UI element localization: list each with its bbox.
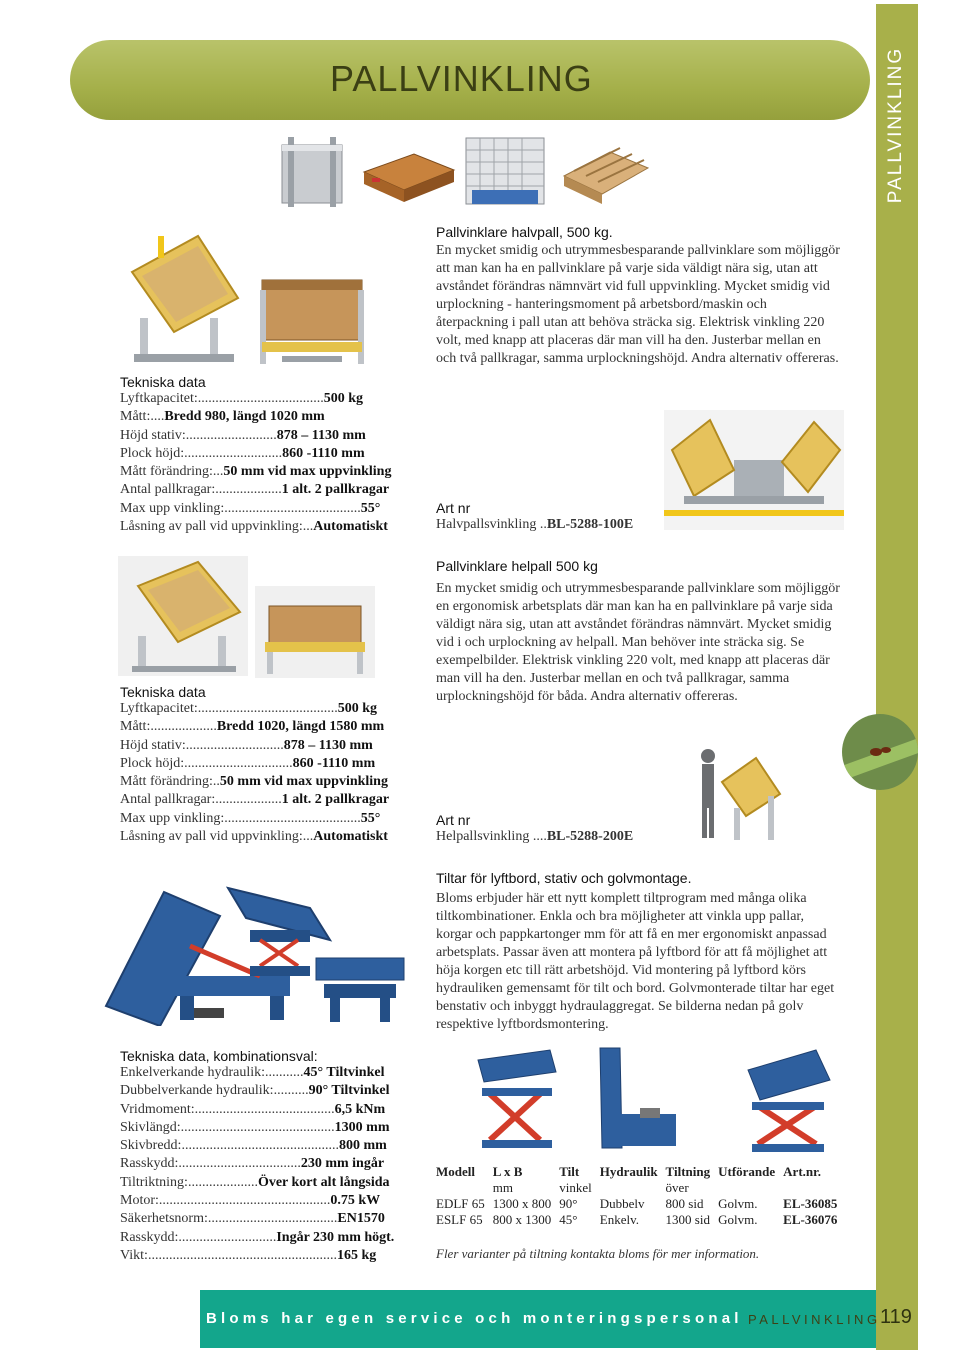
spec-label: Vridmoment: <box>120 1101 195 1117</box>
spec-row <box>120 445 391 463</box>
section2-text-block <box>436 558 841 706</box>
spec-value: 800 mm <box>338 1138 387 1154</box>
floor-tilter-image <box>590 1044 680 1154</box>
spec-label: Plock höjd: <box>120 445 185 461</box>
spec-value: 860 -1110 mm <box>292 755 376 771</box>
spec-dots: .......... <box>273 1083 309 1099</box>
spec-row <box>120 700 389 718</box>
spec-label: Vikt: <box>120 1247 148 1263</box>
spec-row <box>120 810 389 828</box>
spec-row <box>120 463 391 481</box>
spec-row <box>120 1119 394 1137</box>
section3-tech-title: Tekniska data, kombinationsval: <box>120 1048 318 1064</box>
spec-dots: ... <box>302 519 314 535</box>
section1-text-block <box>436 224 841 368</box>
spec-label: Rasskydd: <box>120 1229 179 1245</box>
spec-dots: ............................ <box>184 445 283 461</box>
section1-art-label: Art nr <box>436 500 471 516</box>
spec-value: 165 kg <box>336 1247 377 1263</box>
spec-value: Ingår 230 mm högt. <box>276 1229 395 1245</box>
spec-dots: ...................................................... <box>147 1247 337 1263</box>
spec-label: Lyftkapacitet: <box>120 391 198 406</box>
spec-label: Enkelverkande hydraulik: <box>120 1065 266 1080</box>
spec-row <box>120 408 391 426</box>
spec-row <box>120 427 391 445</box>
section1-heading: Pallvinklare halvpall, 500 kg. <box>436 224 613 240</box>
model-table-grid <box>436 1164 845 1228</box>
spec-row <box>120 518 391 536</box>
spec-dots: ................................................. <box>158 1193 331 1209</box>
table-cell: 1300 sid <box>665 1212 710 1227</box>
table-cell <box>436 1180 493 1196</box>
spec-value: Över kort alt långsida <box>257 1174 390 1190</box>
footer-slogan: Bloms har egen service och monteringspersonal <box>206 1310 743 1327</box>
table-cell: Golvm. <box>718 1196 758 1211</box>
section2-heading: Pallvinklare helpall 500 kg <box>436 558 598 574</box>
spec-value: 6,5 kNm <box>334 1101 386 1117</box>
spec-value: 1300 mm <box>334 1119 390 1135</box>
wire-basket-image <box>460 130 550 215</box>
table-cell: Hydraulik <box>599 1164 658 1179</box>
spec-row <box>120 1155 394 1173</box>
spec-label: Skivbredd: <box>120 1138 182 1154</box>
spec-value: 45° Tiltvinkel <box>303 1065 385 1080</box>
section1-art-name: Halvpallsvinkling .. <box>436 517 547 532</box>
half-pallet-tilter-image-2 <box>252 270 372 370</box>
spec-value: 0.75 kW <box>330 1193 381 1209</box>
model-table <box>436 1164 845 1228</box>
spec-row <box>120 1247 394 1265</box>
spec-dots: ....................................... <box>224 810 361 826</box>
spec-row <box>120 1137 394 1155</box>
spec-label: Höjd stativ: <box>120 737 186 753</box>
section2-art <box>436 812 633 846</box>
section3-spec-list <box>120 1064 394 1265</box>
spec-dots: ... <box>302 829 314 845</box>
spec-value: 55° <box>360 500 381 516</box>
spec-value: Bredd 980, längd 1020 mm <box>164 409 325 425</box>
pallet-collar-image <box>358 140 458 210</box>
wood-pallet-image <box>560 140 650 210</box>
full-pallet-tilter-image-1 <box>118 556 248 676</box>
page-number: 119 <box>880 1306 912 1328</box>
table-cell: 90° <box>559 1196 578 1211</box>
spec-value: 230 mm ingår <box>300 1156 385 1172</box>
spec-value: 860 -1110 mm <box>282 445 365 461</box>
spec-value: 878 – 1130 mm <box>283 737 373 753</box>
table-cell: Modell <box>436 1164 475 1179</box>
spec-dots: ........... <box>265 1065 304 1080</box>
spec-value: 878 – 1130 mm <box>276 427 366 443</box>
table-cell <box>600 1180 666 1196</box>
full-pallet-tilter-image-2 <box>255 586 375 678</box>
spec-row <box>120 773 389 791</box>
spec-label: Skivlängd: <box>120 1119 181 1135</box>
spec-value: EN1570 <box>337 1211 385 1227</box>
table-cell: Art.nr. <box>783 1164 821 1179</box>
table-subheader-row <box>436 1180 845 1196</box>
spec-dots: ..................................... <box>207 1211 338 1227</box>
spec-value: 1 alt. 2 pallkragar <box>281 482 390 498</box>
spec-dots: ............................... <box>184 755 293 771</box>
section2-art-name: Helpallsvinkling .... <box>436 829 547 844</box>
spec-value: 500 kg <box>323 391 364 406</box>
table-cell: Golvm. <box>718 1212 758 1227</box>
spec-row <box>120 481 391 499</box>
spec-value: Automatiskt <box>313 519 388 535</box>
spec-label: Mått förändring: <box>120 464 213 480</box>
spec-row <box>120 1192 394 1210</box>
table-cell: 800 x 1300 <box>492 1212 552 1227</box>
spec-label: Mått förändring: <box>120 774 213 790</box>
table-cell: Enkelv. <box>599 1212 639 1227</box>
section2-tech-title: Tekniska data <box>120 684 206 700</box>
spec-value: Bredd 1020, längd 1580 mm <box>216 719 385 735</box>
spec-dots: ... <box>212 464 224 480</box>
spec-label: Antal pallkragar: <box>120 482 216 498</box>
table-row <box>436 1196 845 1212</box>
table-cell: EDLF 65 <box>436 1196 485 1211</box>
operator-tilter-image <box>694 744 784 844</box>
section3-heading: Tiltar för lyftbord, stativ och golvmontage. <box>436 870 692 886</box>
spec-row <box>120 1210 394 1228</box>
spec-dots: ....................................... <box>224 500 361 516</box>
spec-dots: ............................................. <box>181 1138 339 1154</box>
spec-label: Max upp vinkling: <box>120 810 225 826</box>
spec-label: Säkerhetsnorm: <box>120 1211 208 1227</box>
section3-tech-data <box>120 1048 394 1265</box>
section3-description: Bloms erbjuder här ett nytt komplett tiltprogram med många olika tiltkombinationer. Enkla och bra möjligheter att vinkla upp pallar, korgar och pappkartonger mm för att få en mer ergonomiskt anpassad arbetsplats. Passar även att montera på lyftbord för att få möjlighet att höja korgen etc till rätt arbetshöjd. Vid montering på lyftbord körs hydrauliken gemensamt för tilt och bord. Golvmonterade tiltar har eget benstativ och inbyggt hydraulaggregat. Se bilderna nedan på golv respektive lyftbordsmontering. <box>436 891 835 1032</box>
spec-row <box>120 828 389 846</box>
spec-value: 50 mm vid max uppvinkling <box>223 464 392 480</box>
spec-value: Automatiskt <box>313 829 388 845</box>
table-cell <box>783 1180 845 1196</box>
spec-label: Antal pallkragar: <box>120 792 216 808</box>
spec-dots: ................... <box>215 482 282 498</box>
section1-spec-list <box>120 390 391 536</box>
side-label <box>876 4 918 224</box>
spec-label: Lyftkapacitet: <box>120 701 198 716</box>
table-cell: 800 sid <box>665 1196 704 1211</box>
section1-description: En mycket smidig och utrymmesbesparande pallvinklare som möjliggör att man kan ha en pallvinklare på varje sida väldigt nära sig, utan att avståndet förändras nämnvärt vid full uppvinkling. Mycket smidig vid urplockning - hanteringsmoment på arbetsbord/maskin och återpackning i pall utan att behöva sträcka sig. Elektrisk vinkling 220 volt, med knapp att placeras där man vill ha den. Justerbar mellan en och två pallkragar, samma urplockningshöjd. Andra alternativ offereras. <box>436 243 840 366</box>
spec-label: Max upp vinkling: <box>120 500 225 516</box>
spec-value: 90° Tiltvinkel <box>308 1083 390 1099</box>
blue-tilt-table-image-3 <box>310 948 410 1028</box>
spec-label: Mått: <box>120 719 151 735</box>
spec-label: Mått: <box>120 409 151 425</box>
side-label-text: PALLVINKLING <box>885 46 906 204</box>
spec-dots: ........................................ <box>197 701 338 716</box>
spec-dots: ............................ <box>185 737 284 753</box>
table-cell: vinkel <box>559 1180 592 1195</box>
spec-label: Låsning av pall vid uppvinkling: <box>120 519 303 535</box>
footnote: Fler varianter på tiltning kontakta bloms för mer information. <box>436 1246 760 1261</box>
section1-tech-data <box>120 374 391 536</box>
spec-row <box>120 1101 394 1119</box>
spec-dots: .................... <box>187 1174 258 1190</box>
spec-label: Motor: <box>120 1193 159 1209</box>
spec-row <box>120 755 389 773</box>
spec-value: 1 alt. 2 pallkragar <box>281 792 390 808</box>
table-cell: mm <box>492 1180 513 1195</box>
spec-label: Höjd stativ: <box>120 427 186 443</box>
spec-label: Dubbelverkande hydraulik: <box>120 1083 274 1099</box>
spec-dots: ................... <box>150 719 217 735</box>
footer-label: PALLVINKLING <box>748 1312 881 1327</box>
spec-label: Låsning av pall vid uppvinkling: <box>120 829 303 845</box>
table-header-row <box>436 1164 845 1180</box>
section2-art-code: BL-5288-200E <box>546 829 634 844</box>
half-pallet-tilter-image-1 <box>118 228 248 368</box>
spec-dots: .... <box>150 409 165 425</box>
lift-table-tilter-image-2 <box>736 1044 836 1154</box>
spec-row <box>120 1229 394 1247</box>
spec-dots: ................................... <box>178 1156 301 1172</box>
table-cell: EL-36085 <box>783 1196 838 1211</box>
table-cell: Utförande <box>718 1164 776 1179</box>
spec-label: Tiltriktning: <box>120 1174 188 1190</box>
spec-value: 50 mm vid max uppvinkling <box>219 774 388 790</box>
table-cell: Tiltning <box>665 1164 711 1179</box>
page-title: PALLVINKLING <box>330 58 593 99</box>
table-cell: Dubbelv <box>599 1196 645 1211</box>
table-cell: Tilt <box>559 1164 580 1179</box>
table-row <box>436 1212 845 1228</box>
spec-dots: ............................ <box>178 1229 277 1245</box>
spec-row <box>120 1174 394 1192</box>
table-cell: 1300 x 800 <box>492 1196 552 1211</box>
spec-label: Plock höjd: <box>120 755 185 771</box>
table-cell: ESLF 65 <box>436 1212 483 1227</box>
spec-row <box>120 1064 394 1082</box>
section2-tech-data <box>120 684 389 846</box>
metal-cage-image <box>268 133 358 213</box>
section2-spec-list <box>120 700 389 846</box>
spec-dots: .................................... <box>197 391 324 406</box>
spec-dots: .. <box>212 774 220 790</box>
spec-dots: ........................................ <box>194 1101 335 1117</box>
spec-dots: ................... <box>215 792 282 808</box>
spec-dots: ............................................ <box>180 1119 335 1135</box>
section1-art <box>436 500 633 534</box>
spec-row <box>120 1082 394 1100</box>
ant-image <box>840 712 920 792</box>
section1-tech-title: Tekniska data <box>120 374 206 390</box>
table-cell: L x B <box>492 1164 523 1179</box>
table-cell: över <box>665 1180 689 1195</box>
table-cell: 45° <box>559 1212 578 1227</box>
spec-row <box>120 500 391 518</box>
section3-text-block <box>436 870 841 1034</box>
spec-label: Rasskydd: <box>120 1156 179 1172</box>
section1-art-code: BL-5288-100E <box>546 517 634 532</box>
spec-row <box>120 718 389 736</box>
spec-value: 55° <box>360 810 381 826</box>
table-cell: EL-36076 <box>783 1212 838 1227</box>
table-cell <box>718 1180 783 1196</box>
lift-table-tilter-image <box>470 1044 560 1154</box>
section2-description: En mycket smidig och utrymmesbesparande pallvinklare som möjliggör en ergonomisk arbetsplats där man kan ha en pallvinklare på varje sida väldigt nära sig, utan att avståndet förändras nämnvärt. Mycket smidig vid i och urplockning av helpall. Man behöver inte sträcka sig. Se exempelbilder. Elektrisk vinkling 220 volt, med knapp att placeras där man vill ha den. Justerbar mellan en och två pallkragar, samma urplockningshöjd för båda. Andra alternativ offereras. <box>436 581 840 704</box>
spec-row <box>120 791 389 809</box>
spec-dots: .......................... <box>185 427 277 443</box>
section2-art-label: Art nr <box>436 812 471 828</box>
half-pallet-tilter-image-3 <box>664 410 844 530</box>
spec-row <box>120 737 389 755</box>
spec-value: 500 kg <box>337 701 378 716</box>
spec-row <box>120 390 391 408</box>
